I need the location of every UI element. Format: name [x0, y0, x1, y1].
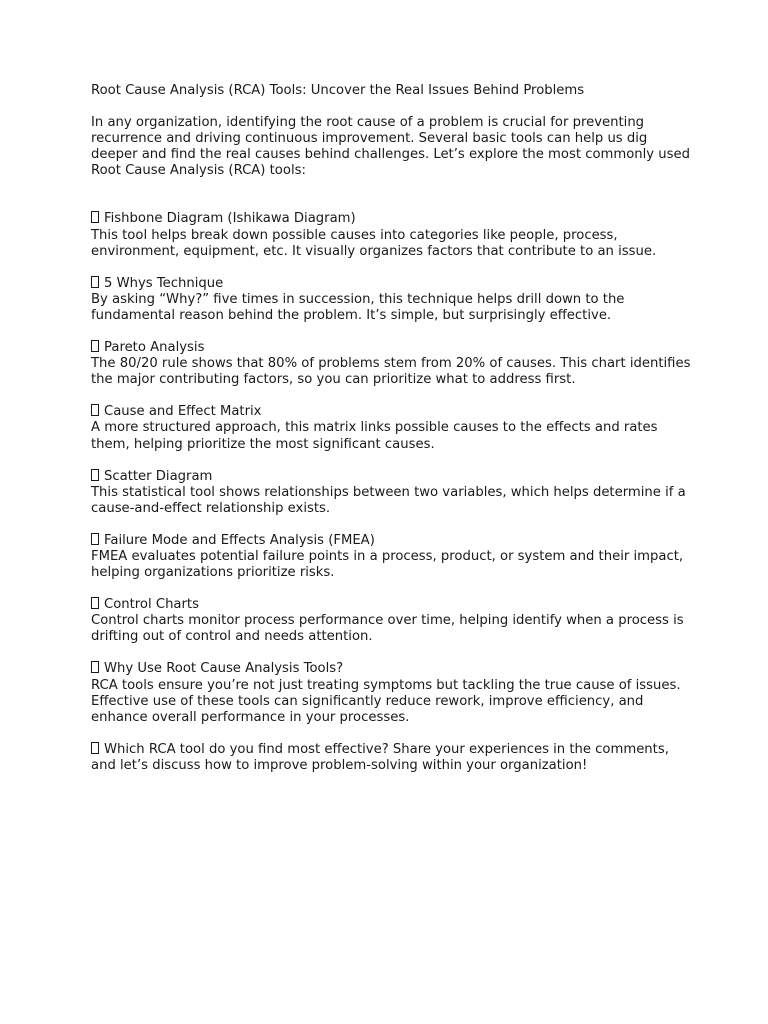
missing-glyph-icon	[91, 404, 99, 416]
section-control-charts	[91, 597, 691, 645]
document-title: Root Cause Analysis (RCA) Tools: Uncover the Real Issues Behind Problems	[91, 83, 585, 98]
document-page	[91, 83, 691, 790]
section-fmea	[91, 533, 691, 581]
section-fishbone	[91, 211, 691, 259]
section-body: This tool helps break down possible causes into categories like people, process, environment, equipment, etc. It visually organizes factors that contribute to an issue.	[91, 227, 657, 259]
section-heading-text: Fishbone Diagram (Ishikawa Diagram)	[104, 211, 356, 227]
section-heading-text: Failure Mode and Effects Analysis (FMEA)	[104, 532, 375, 548]
section-heading	[91, 276, 691, 292]
section-heading	[91, 597, 691, 613]
section-cause-effect-matrix	[91, 404, 691, 452]
section-body: RCA tools ensure you’re not just treating symptoms but tackling the true cause of issues. Effective use of these tools can significantly reduce rework, improve efficiency, and enhance overall performance in your processes.	[91, 677, 681, 725]
missing-glyph-icon	[91, 340, 99, 352]
closing-text: Which RCA tool do you find most effective? Share your experiences in the comments, and let’s discuss how to improve problem-solving within your organization!	[91, 741, 669, 773]
section-heading	[91, 469, 691, 485]
section-5-whys	[91, 276, 691, 324]
section-body: By asking “Why?” five times in succession, this technique helps drill down to the fundamental reason behind the problem. It’s simple, but surprisingly effective.	[91, 291, 625, 323]
section-body: This statistical tool shows relationships between two variables, which helps determine if a cause-and-effect relationship exists.	[91, 484, 686, 516]
section-heading-text: Why Use Root Cause Analysis Tools?	[104, 661, 344, 677]
section-heading	[91, 533, 691, 549]
missing-glyph-icon	[91, 211, 99, 223]
missing-glyph-icon	[91, 742, 99, 754]
closing-question	[91, 742, 691, 774]
section-heading-text: Scatter Diagram	[104, 468, 213, 484]
section-heading	[91, 211, 691, 227]
missing-glyph-icon	[91, 276, 99, 288]
intro-paragraph: In any organization, identifying the root cause of a problem is crucial for preventing recurrence and driving continuous improvement. Several basic tools can help us dig deeper and find the real causes behind challenges. Let’s explore the most commonly used Root Cause Analysis (RCA) tools:	[91, 115, 691, 179]
section-heading	[91, 404, 691, 420]
section-why-use-rca	[91, 661, 691, 725]
missing-glyph-icon	[91, 469, 99, 481]
missing-glyph-icon	[91, 661, 99, 673]
closing-paragraph	[91, 742, 691, 774]
missing-glyph-icon	[91, 597, 99, 609]
section-heading-text: 5 Whys Technique	[104, 275, 224, 291]
section-body: A more structured approach, this matrix links possible causes to the effects and rates them, helping prioritize the most significant causes.	[91, 420, 658, 452]
section-body: FMEA evaluates potential failure points in a process, product, or system and their impact, helping organizations prioritize risks.	[91, 548, 684, 581]
section-heading-text: Control Charts	[104, 597, 199, 613]
missing-glyph-icon	[91, 533, 99, 545]
section-heading-text: Cause and Effect Matrix	[104, 404, 262, 420]
section-scatter	[91, 469, 691, 517]
section-body: Control charts monitor process performance over time, helping identify when a process is drifting out of control and needs attention.	[91, 613, 684, 645]
section-heading-text: Pareto Analysis	[104, 340, 205, 356]
section-body: The 80/20 rule shows that 80% of problems stem from 20% of causes. This chart identifies the major contributing factors, so you can prioritize what to address first.	[91, 356, 691, 388]
section-heading	[91, 340, 691, 356]
section-heading	[91, 661, 691, 677]
section-pareto	[91, 340, 691, 388]
